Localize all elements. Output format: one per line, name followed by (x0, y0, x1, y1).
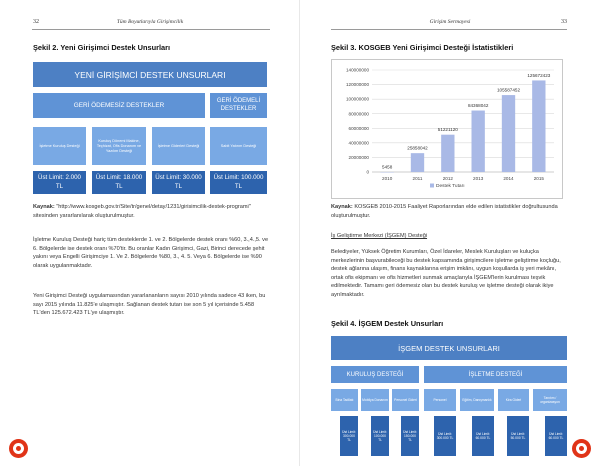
chart-x-tick-label: 2010 (382, 176, 393, 181)
diagram2-repayable-box: GERİ ÖDEMELİ DESTEKLER (210, 93, 267, 118)
diagram4-item-label: Eğitim, Danışmanlık (460, 389, 494, 411)
figure3-title: Şekil 3. KOSGEB Yeni Girişimci Desteği İstatistikleri (331, 43, 514, 52)
isgem-section-heading: İş Geliştirme Merkezi (İŞGEM) Desteği (331, 233, 428, 239)
diagram4-item-label: Kira Gideri (498, 389, 529, 411)
source-label: Kaynak: (331, 204, 353, 210)
figure4-title: Şekil 4. İŞGEM Destek Unsurları (331, 319, 444, 328)
chart-legend-swatch (430, 184, 434, 188)
left-paragraph-2: Yeni Girişimci Desteği uygulamasından yararlananların sayısı 2010 yılında sadece 43 iken, bu sayı 2015 yılında 11.825'e ulaşmıştır. Sağlanan destek tutarı ise son 5 yıl içerisinde 5.458 TL'den 125.672.423 TL'ye ulaşmıştır. (33, 293, 266, 317)
chart-data-label: 25858042 (407, 145, 428, 151)
diagram2-item-limit: Üst Limit: 18.000 TL (92, 171, 146, 194)
left-header-rule (32, 29, 270, 30)
diagram4-item-limit: Üst Limit: 300.000 TL (434, 416, 456, 456)
diagram2-item-label: Kuruluş Dönemi Makine, Teçhizat, Ofis Donanım ve Yazılım Desteği (92, 127, 146, 165)
figure3-chart (331, 59, 563, 199)
right-paragraph: Belediyeler, Yüksek Öğretim Kurumları, Özel İdareler, Meslek Kuruluşları ve kuluçka merkezlerinin başvurabileceği bu destek kapsamında girişimcilere işletme geliştirme koçluğu, destek ağlarına ulaşım, finans kaynaklarına erişim imkânı, uygun koşullarda iş yeri mekânı, ortak ofis ekipmanı ve ofis hizmetleri sunmak amaçlarıyla İŞGEM'lerin kurulması teşvik edilmektedir. Tamamı geri ödemesiz olan bu destek kuruluş ve işletme desteği olarak ikiye ayrılmaktadır. (331, 249, 561, 298)
figure2-source (33, 203, 270, 220)
chart-y-tick-label: 120000000 (346, 82, 369, 88)
diagram2-item-label: İşletme Giderleri Desteği (152, 127, 205, 165)
diagram4-item-limit: Üst Limit: 60.000 TL (545, 416, 567, 456)
source-text: "http://www.kosgeb.gov.tr/Site/tr/genel/detay/1231/girisimcilik-destek-programi" sitesinden yararlanılarak oluşturulmuştur. (33, 204, 251, 219)
chart-y-tick-label: 100000000 (346, 96, 369, 102)
diagram4-setup-box: KURULUŞ DESTEĞİ (331, 366, 419, 383)
chart-x-tick-label: 2013 (473, 176, 484, 181)
source-label: Kaynak: (33, 204, 55, 210)
chart-bar (411, 153, 424, 172)
diagram4-item-label: Bina Tadilatı (331, 389, 358, 411)
chart-y-tick-label: 140000000 (346, 67, 369, 73)
bar-chart-svg (332, 60, 562, 198)
chart-data-label: 125672423 (527, 72, 551, 78)
diagram4-item-limit: Üst Limit: 100.000 TL (371, 416, 389, 456)
diagram4-top-box: İŞGEM DESTEK UNSURLARI (331, 336, 567, 360)
left-page-number: 32 (33, 19, 39, 25)
chart-bar (471, 111, 484, 172)
diagram2-item-label: İşletme Kuruluş Desteği (33, 127, 86, 165)
left-paragraph-1: İşletme Kuruluş Desteği hariç tüm desteklerde 1. ve 2. Bölgelerde destek oranı %60, 3.,4.,5. ve 6. Bölgelerde ise destek oranı %70'tir. Bu oranlar Kadın Girişimci, Gazi, Birinci derecede şehit yakını veya Engelli Girişimciye 1. Ve 2. Bölgelerde %80, 3., 4. 5. Veya 6. Bölgelerde ise %90 olarak uygulanmaktadır. (33, 237, 269, 269)
figure2-title: Şekil 2. Yeni Girişimci Destek Unsurları (33, 43, 171, 52)
diagram2-item-limit: Üst Limit: 100.000 TL (210, 171, 267, 194)
chart-y-tick-label: 20000000 (348, 155, 369, 161)
right-page-number: 33 (561, 19, 567, 25)
diagram2-item-label: Sabit Yatırım Desteği (210, 127, 267, 165)
chart-data-label: 5458 (382, 164, 393, 170)
chart-legend-label: Destek Tutarı (436, 184, 465, 189)
chart-data-label: 51221120 (437, 127, 458, 133)
diagram4-item-limit: Üst Limit: 50.000 TL (507, 416, 529, 456)
diagram4-item-limit: Üst Limit: 300.000 TL (340, 416, 358, 456)
diagram2-top-box: YENİ GİRİŞİMCİ DESTEK UNSURLARI (33, 62, 267, 87)
diagram4-item-limit: Üst Limit: 60.000 TL (472, 416, 494, 456)
chart-data-label: 84368042 (467, 103, 489, 109)
diagram2-nonrepayable-box: GERİ ÖDEMESİZ DESTEKLER (33, 93, 205, 118)
chart-bar (532, 80, 545, 172)
chart-bar (441, 135, 454, 172)
diagram2-item-limit: Üst Limit: 30.000 TL (152, 171, 205, 194)
right-running-head: Girişim Sermayesi (429, 19, 471, 25)
chart-y-tick-label: 0 (366, 169, 369, 175)
chart-x-tick-label: 2014 (503, 176, 514, 181)
chart-data-label: 105587452 (497, 87, 520, 93)
chart-y-tick-label: 80000000 (348, 111, 369, 117)
chart-bar (502, 95, 515, 172)
diagram4-item-label: Personel (424, 389, 456, 411)
diagram4-item-label: Personel Gideri (392, 389, 419, 411)
publisher-logo-icon (572, 439, 591, 458)
diagram4-item-label: Tanıtım / organizasyon (533, 389, 567, 411)
diagram2-item-limit: Üst Limit: 2.000 TL (33, 171, 86, 194)
chart-y-tick-label: 40000000 (348, 140, 369, 146)
figure3-source (331, 203, 568, 220)
diagram4-item-label: Mobilya Donanım (361, 389, 389, 411)
right-header-rule (331, 29, 567, 30)
chart-y-tick-label: 60000000 (348, 125, 369, 131)
publisher-logo-icon (9, 439, 28, 458)
chart-x-tick-label: 2011 (412, 176, 423, 181)
diagram4-item-limit: Üst Limit: 150.000 TL (401, 416, 419, 456)
left-running-head: Tüm Boyutlarıyla Girişimcilik (116, 19, 184, 25)
chart-x-tick-label: 2012 (442, 176, 453, 181)
diagram4-operation-box: İŞLETME DESTEĞİ (424, 366, 567, 383)
source-text: KOSGEB 2010-2015 Faaliyet Raporlarından elde edilen istatistikler doğrultusunda oluşturulmuştur. (331, 204, 558, 219)
chart-x-tick-label: 2015 (533, 176, 544, 181)
